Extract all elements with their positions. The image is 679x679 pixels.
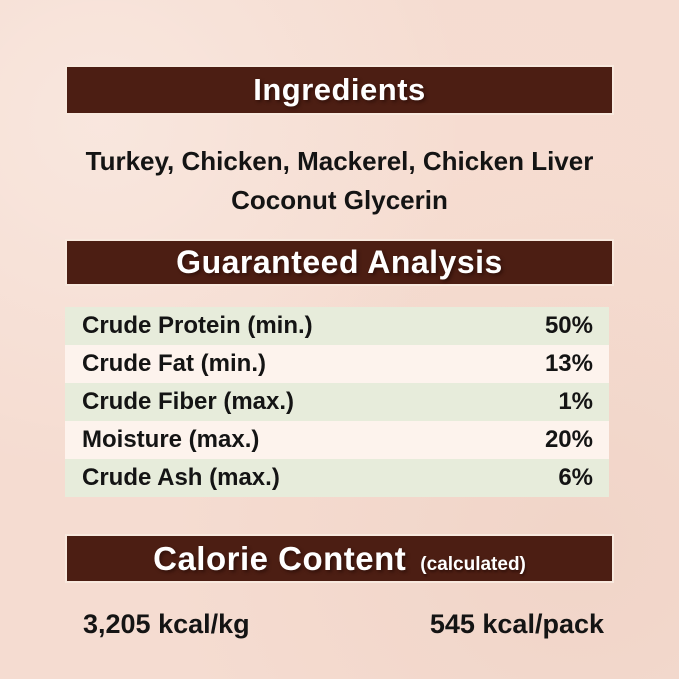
calorie-content-subtitle: (calculated)	[420, 554, 526, 575]
guaranteed-analysis-table	[65, 307, 609, 497]
calorie-content-title: Calorie Content	[153, 540, 407, 577]
row-value: 50%	[544, 312, 593, 339]
row-label: Crude Protein (min.)	[82, 312, 313, 339]
table-row	[65, 459, 609, 497]
guaranteed-analysis-header-bar	[67, 241, 612, 284]
calories-per-pack: 545 kcal/pack	[429, 609, 604, 639]
ingredients-header-bar	[67, 67, 612, 113]
table-row	[65, 345, 609, 383]
row-value: 13%	[544, 350, 593, 377]
row-label: Crude Fiber (max.)	[82, 388, 295, 415]
ingredients-title: Ingredients	[253, 72, 426, 107]
calories-per-kg: 3,205 kcal/kg	[83, 609, 250, 639]
row-label: Crude Ash (max.)	[82, 464, 280, 491]
row-label: Crude Fat (min.)	[82, 350, 266, 377]
row-label: Moisture (max.)	[82, 426, 260, 453]
table-row	[65, 383, 609, 421]
row-value: 1%	[558, 388, 593, 415]
table-row	[65, 307, 609, 345]
ingredients-list	[0, 142, 679, 220]
calorie-values-row	[67, 608, 612, 640]
ingredients-line-2: Coconut Glycerin	[231, 185, 448, 215]
row-value: 6%	[558, 464, 593, 491]
ingredients-line-1: Turkey, Chicken, Mackerel, Chicken Liver	[85, 146, 594, 176]
guaranteed-analysis-title: Guaranteed Analysis	[176, 244, 503, 280]
calorie-content-header-bar	[67, 536, 612, 581]
row-value: 20%	[544, 426, 593, 453]
table-row	[65, 421, 609, 459]
